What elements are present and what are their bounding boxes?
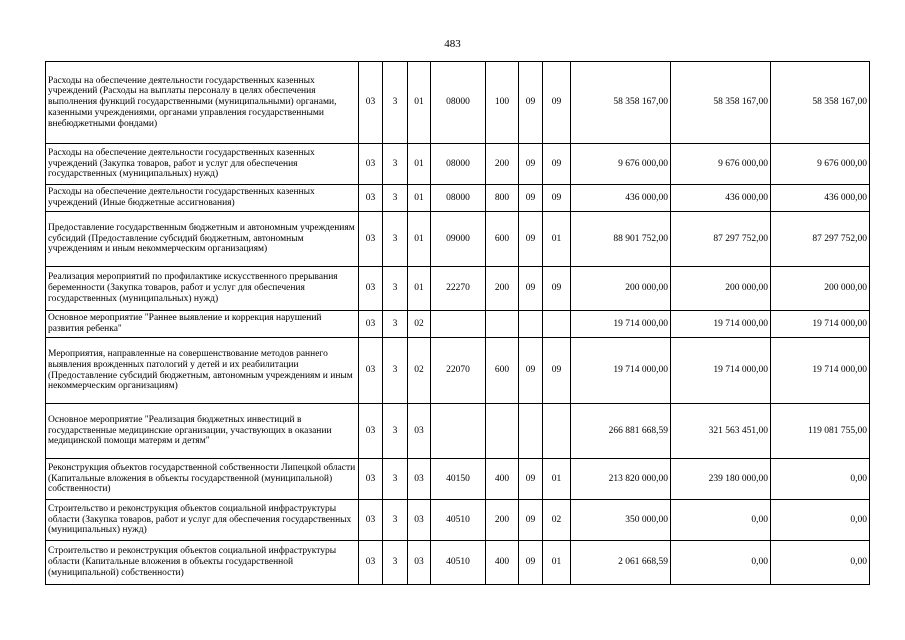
- code-c7: 09: [543, 338, 571, 404]
- amount-3: 0,00: [771, 541, 870, 585]
- code-c7: 09: [543, 62, 571, 144]
- amount-2: 58 358 167,00: [671, 62, 771, 144]
- code-c1: 03: [359, 404, 383, 459]
- code-c1: 03: [359, 311, 383, 338]
- table-row: [46, 500, 870, 541]
- table-row: [46, 311, 870, 338]
- amount-3: 0,00: [771, 500, 870, 541]
- code-c4: 40150: [431, 459, 486, 500]
- amount-1: 19 714 000,00: [571, 311, 671, 338]
- code-c4: 40510: [431, 541, 486, 585]
- code-c7: 09: [543, 185, 571, 212]
- amount-2: 19 714 000,00: [671, 311, 771, 338]
- code-c6: 09: [519, 541, 543, 585]
- code-c2: 3: [383, 338, 408, 404]
- amount-3: 119 081 755,00: [771, 404, 870, 459]
- code-c5: 600: [486, 338, 519, 404]
- code-c2: 3: [383, 185, 408, 212]
- code-c4: [431, 404, 486, 459]
- code-c3: 01: [408, 267, 431, 311]
- row-name: Расходы на обеспечение деятельности государственных казенных учреждений (Расходы на выплаты персоналу в целях обеспечения выполнения функций государственными (муниципальными) органами, казенными учреждениями, органами управления государственными внебюджетными фондами): [46, 62, 359, 144]
- amount-3: 436 000,00: [771, 185, 870, 212]
- code-c1: 03: [359, 459, 383, 500]
- amount-3: 200 000,00: [771, 267, 870, 311]
- table-row: [46, 459, 870, 500]
- amount-3: 9 676 000,00: [771, 144, 870, 185]
- amount-2: 0,00: [671, 500, 771, 541]
- amount-2: 0,00: [671, 541, 771, 585]
- code-c4: 40510: [431, 500, 486, 541]
- code-c6: [519, 404, 543, 459]
- code-c6: 09: [519, 338, 543, 404]
- code-c7: 02: [543, 500, 571, 541]
- code-c5: 600: [486, 212, 519, 267]
- code-c2: 3: [383, 311, 408, 338]
- amount-2: 239 180 000,00: [671, 459, 771, 500]
- table-row: [46, 404, 870, 459]
- code-c3: 03: [408, 459, 431, 500]
- code-c5: 200: [486, 144, 519, 185]
- code-c7: [543, 311, 571, 338]
- table-row: [46, 144, 870, 185]
- code-c6: 09: [519, 185, 543, 212]
- table-row: [46, 212, 870, 267]
- amount-1: 213 820 000,00: [571, 459, 671, 500]
- code-c5: [486, 404, 519, 459]
- amount-1: 436 000,00: [571, 185, 671, 212]
- code-c2: 3: [383, 144, 408, 185]
- code-c4: 08000: [431, 62, 486, 144]
- code-c7: 01: [543, 541, 571, 585]
- code-c3: 01: [408, 144, 431, 185]
- code-c5: 100: [486, 62, 519, 144]
- code-c2: 3: [383, 404, 408, 459]
- table-row: [46, 541, 870, 585]
- amount-1: 200 000,00: [571, 267, 671, 311]
- code-c2: 3: [383, 267, 408, 311]
- amount-3: 19 714 000,00: [771, 338, 870, 404]
- code-c1: 03: [359, 212, 383, 267]
- code-c3: 01: [408, 62, 431, 144]
- code-c5: 800: [486, 185, 519, 212]
- code-c3: 03: [408, 500, 431, 541]
- row-name: Реконструкция объектов государственной собственности Липецкой области (Капитальные вложения в объекты государственной (муниципальной) собственности): [46, 459, 359, 500]
- code-c3: 03: [408, 404, 431, 459]
- code-c7: 01: [543, 459, 571, 500]
- code-c7: 01: [543, 212, 571, 267]
- code-c6: 09: [519, 459, 543, 500]
- row-name: Основное мероприятие "Реализация бюджетных инвестиций в государственные медицинские организации, участвующих в оказании медицинской помощи матерям и детям": [46, 404, 359, 459]
- table-row: [46, 267, 870, 311]
- amount-2: 321 563 451,00: [671, 404, 771, 459]
- amount-1: 58 358 167,00: [571, 62, 671, 144]
- code-c3: 03: [408, 541, 431, 585]
- code-c5: 200: [486, 267, 519, 311]
- row-name: Предоставление государственным бюджетным и автономным учреждениям субсидий (Предоставление субсидий бюджетным, автономным учреждениям и иным некоммерческим организациям): [46, 212, 359, 267]
- row-name: Расходы на обеспечение деятельности государственных казенных учреждений (Иные бюджетные ассигнования): [46, 185, 359, 212]
- amount-1: 19 714 000,00: [571, 338, 671, 404]
- code-c3: 02: [408, 338, 431, 404]
- code-c4: [431, 311, 486, 338]
- code-c4: 22070: [431, 338, 486, 404]
- amount-1: 9 676 000,00: [571, 144, 671, 185]
- row-name: Строительство и реконструкция объектов социальной инфраструктуры области (Закупка товаров, работ и услуг для обеспечения государственных (муниципальных) нужд): [46, 500, 359, 541]
- amount-3: 87 297 752,00: [771, 212, 870, 267]
- amount-1: 266 881 668,59: [571, 404, 671, 459]
- code-c1: 03: [359, 267, 383, 311]
- amount-3: 58 358 167,00: [771, 62, 870, 144]
- code-c6: 09: [519, 267, 543, 311]
- code-c2: 3: [383, 212, 408, 267]
- page-number: 483: [444, 38, 461, 50]
- code-c3: 02: [408, 311, 431, 338]
- code-c1: 03: [359, 541, 383, 585]
- code-c6: [519, 311, 543, 338]
- amount-1: 88 901 752,00: [571, 212, 671, 267]
- code-c4: 09000: [431, 212, 486, 267]
- code-c6: 09: [519, 62, 543, 144]
- code-c5: 200: [486, 500, 519, 541]
- table-row: [46, 62, 870, 144]
- code-c6: 09: [519, 500, 543, 541]
- code-c4: 08000: [431, 144, 486, 185]
- amount-2: 9 676 000,00: [671, 144, 771, 185]
- code-c5: 400: [486, 541, 519, 585]
- row-name: Основное мероприятие "Раннее выявление и коррекция нарушений развития ребенка": [46, 311, 359, 338]
- amount-2: 200 000,00: [671, 267, 771, 311]
- amount-1: 350 000,00: [571, 500, 671, 541]
- code-c7: [543, 404, 571, 459]
- code-c4: 22270: [431, 267, 486, 311]
- code-c3: 01: [408, 185, 431, 212]
- code-c6: 09: [519, 144, 543, 185]
- code-c1: 03: [359, 500, 383, 541]
- code-c2: 3: [383, 500, 408, 541]
- code-c7: 09: [543, 144, 571, 185]
- row-name: Мероприятия, направленные на совершенствование методов раннего выявления врожденных патологий у детей и их реабилитации (Предоставление субсидий бюджетным, автономным учреждениям и иным некоммерческим организациям): [46, 338, 359, 404]
- code-c1: 03: [359, 144, 383, 185]
- amount-2: 87 297 752,00: [671, 212, 771, 267]
- code-c1: 03: [359, 62, 383, 144]
- amount-2: 19 714 000,00: [671, 338, 771, 404]
- amount-3: 0,00: [771, 459, 870, 500]
- code-c5: [486, 311, 519, 338]
- code-c1: 03: [359, 185, 383, 212]
- row-name: Расходы на обеспечение деятельности государственных казенных учреждений (Закупка товаров, работ и услуг для обеспечения государственных (муниципальных) нужд): [46, 144, 359, 185]
- code-c2: 3: [383, 62, 408, 144]
- amount-2: 436 000,00: [671, 185, 771, 212]
- amount-3: 19 714 000,00: [771, 311, 870, 338]
- table-row: [46, 185, 870, 212]
- code-c7: 09: [543, 267, 571, 311]
- code-c3: 01: [408, 212, 431, 267]
- code-c6: 09: [519, 212, 543, 267]
- code-c2: 3: [383, 541, 408, 585]
- row-name: Реализация мероприятий по профилактике искусственного прерывания беременности (Закупка товаров, работ и услуг для обеспечения государственных (муниципальных) нужд): [46, 267, 359, 311]
- table-row: [46, 338, 870, 404]
- budget-table: [45, 61, 870, 585]
- amount-1: 2 061 668,59: [571, 541, 671, 585]
- code-c2: 3: [383, 459, 408, 500]
- row-name: Строительство и реконструкция объектов социальной инфраструктуры области (Капитальные вложения в объекты государственной (муниципальной) собственности): [46, 541, 359, 585]
- code-c5: 400: [486, 459, 519, 500]
- code-c4: 08000: [431, 185, 486, 212]
- code-c1: 03: [359, 338, 383, 404]
